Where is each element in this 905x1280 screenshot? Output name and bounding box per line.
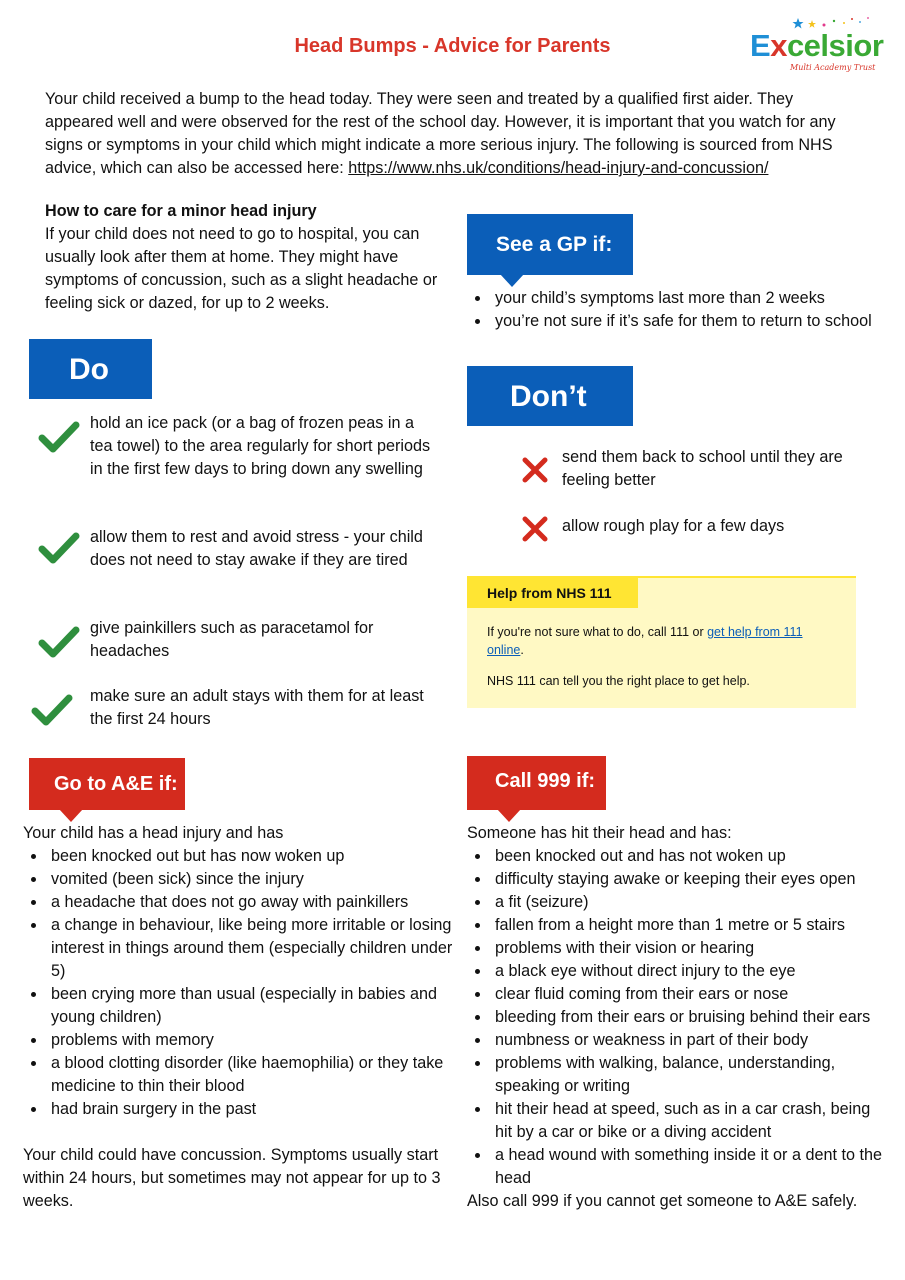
list-item: numbness or weakness in part of their body: [495, 1029, 882, 1052]
logo-tagline: Multi Academy Trust: [790, 63, 876, 72]
list-item: vomited (been sick) since the injury: [51, 868, 458, 891]
ae-banner: [29, 758, 185, 810]
list-item: a change in behaviour, like being more irritable or losing interest in things around them (especially children under 5): [51, 914, 458, 983]
call-999-banner: [467, 756, 606, 810]
ae-lead: Your child has a head injury and has: [23, 824, 284, 842]
list-item: a head wound with something inside it or a dent to the head: [495, 1144, 882, 1190]
banner-pointer: [500, 274, 524, 287]
call-999-lead: Someone has hit their head and has:: [467, 824, 732, 842]
do-item: hold an ice pack (or a bag of frozen peas in a tea towel) to the area regularly for short periods in the first few days to bring down any swelling: [90, 414, 431, 478]
ae-section: [23, 822, 458, 1213]
banner-pointer: [59, 809, 83, 822]
nhs-111-heading: Help from NHS 111: [467, 578, 638, 608]
care-section: [45, 200, 465, 315]
dont-banner: [467, 366, 633, 426]
nhs-111-text-2: NHS 111 can tell you the right place to get help.: [487, 674, 750, 688]
do-item: give painkillers such as paracetamol for headaches: [90, 619, 374, 660]
check-icon: [38, 419, 80, 455]
do-banner: [29, 339, 152, 399]
excelsior-logo: [750, 16, 884, 76]
cross-icon: [520, 514, 550, 544]
list-item: a headache that does not go away with painkillers: [51, 891, 458, 914]
intro-text: Your child received a bump to the head today. They were seen and treated by a qualified first aider. They appeared well and were observed for the rest of the school day. However, it is important that you watch for any signs or symptoms in your child which might indicate a more serious injury. The following is sourced from NHS advice, which can also be accessed here:: [45, 90, 836, 177]
list-item: clear fluid coming from their ears or nose: [495, 983, 882, 1006]
nhs-111-box: [467, 576, 856, 708]
list-item: been crying more than usual (especially in babies and young children): [51, 983, 458, 1029]
list-item: your child’s symptoms last more than 2 weeks: [495, 287, 877, 310]
do-label: Do: [69, 353, 109, 386]
list-item: problems with memory: [51, 1029, 458, 1052]
nhs-111-text-end: .: [520, 643, 524, 657]
list-item: been knocked out but has now woken up: [51, 845, 458, 868]
list-item: hit their head at speed, such as in a car crash, being hit by a car or bike or a diving accident: [495, 1098, 882, 1144]
intro-paragraph: [45, 88, 860, 180]
dont-item: send them back to school until they are feeling better: [562, 448, 843, 489]
call-999-section: [467, 822, 882, 1213]
list-item: a black eye without direct injury to the eye: [495, 960, 882, 983]
nhs-link[interactable]: https://www.nhs.uk/conditions/head-injury-and-concussion/: [348, 159, 769, 177]
list-item: a blood clotting disorder (like haemophilia) or they take medicine to thin their blood: [51, 1052, 458, 1098]
do-item: allow them to rest and avoid stress - your child does not need to stay awake if they are tired: [90, 528, 423, 569]
check-icon: [38, 624, 80, 660]
list-item: bleeding from their ears or bruising behind their ears: [495, 1006, 882, 1029]
list-item: been knocked out and has not woken up: [495, 845, 882, 868]
care-text: If your child does not need to go to hospital, you can usually look after them at home. They might have symptoms of concussion, such as a slight headache or feeling sick or dazed, for up to 2 weeks.: [45, 225, 438, 312]
logo-wordmark: Excelsior: [750, 28, 884, 63]
dont-item: allow rough play for a few days: [562, 517, 785, 535]
do-item: make sure an adult stays with them for at least the first 24 hours: [90, 687, 424, 728]
call-999-footer: Also call 999 if you cannot get someone to A&E safely.: [467, 1192, 858, 1210]
list-item: fallen from a height more than 1 metre or 5 stairs: [495, 914, 882, 937]
ae-footer: Your child could have concussion. Symptoms usually start within 24 hours, but sometimes may not appear for up to 3 weeks.: [23, 1146, 441, 1210]
list-item: problems with their vision or hearing: [495, 937, 882, 960]
check-icon: [38, 530, 80, 566]
see-gp-label: See a GP if:: [496, 233, 613, 256]
ae-label: Go to A&E if:: [54, 773, 178, 795]
gp-list: [467, 287, 877, 333]
list-item: a fit (seizure): [495, 891, 882, 914]
nhs-111-text-part: If you're not sure what to do, call 111 or: [487, 625, 708, 639]
list-item: had brain surgery in the past: [51, 1098, 458, 1121]
nhs-111-text: [487, 623, 837, 659]
banner-pointer: [497, 809, 521, 822]
call-999-label: Call 999 if:: [495, 770, 596, 792]
list-item: you’re not sure if it’s safe for them to return to school: [495, 310, 877, 333]
list-item: difficulty staying awake or keeping their eyes open: [495, 868, 882, 891]
nhs-111-online-link[interactable]: get help from 111 online: [487, 625, 803, 657]
list-item: problems with walking, balance, understanding, speaking or writing: [495, 1052, 882, 1098]
page-title: Head Bumps - Advice for Parents: [294, 35, 611, 57]
check-icon: [31, 692, 73, 728]
dont-label: Don’t: [510, 380, 587, 413]
see-gp-banner: [467, 214, 633, 275]
cross-icon: [520, 455, 550, 485]
care-heading: How to care for a minor head injury: [45, 202, 317, 220]
